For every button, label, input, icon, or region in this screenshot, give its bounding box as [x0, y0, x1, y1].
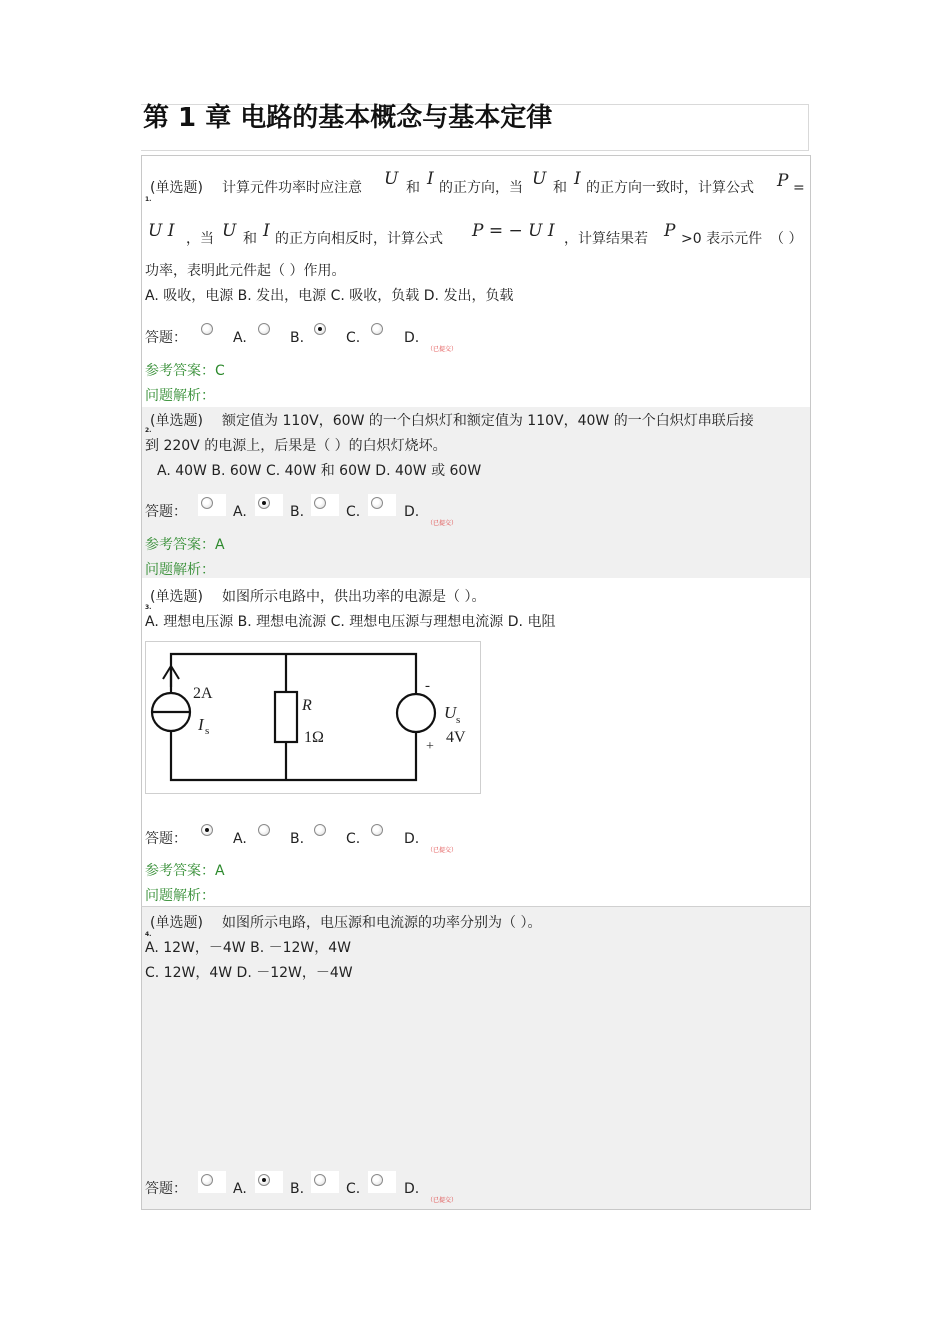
circuit-svg	[146, 642, 480, 793]
math-formula: P = − U I	[472, 221, 555, 241]
question-type: (单选题)	[150, 915, 203, 931]
math-symbol: U	[532, 169, 547, 189]
question-text: 和	[243, 231, 257, 247]
radio-option-d[interactable]	[368, 494, 396, 516]
analysis-label: 问题解析：	[145, 562, 215, 578]
answer-label: 答题：	[145, 1181, 187, 1197]
option-label: C.	[346, 831, 361, 847]
option-label: B.	[290, 330, 305, 346]
options-text: C. 12W，4W D. －12W，－4W	[145, 965, 353, 981]
radio-option-c[interactable]	[311, 494, 339, 516]
is-subscript: s	[205, 725, 210, 737]
radio-option-a[interactable]	[198, 320, 226, 342]
question-text: 如图所示电路中，供出功率的电源是（ ）。	[222, 589, 486, 605]
question-text: 的正方向相反时，计算公式	[275, 231, 443, 247]
question-type: (单选题)	[150, 589, 203, 605]
radio-option-c[interactable]	[311, 821, 339, 843]
question-text: =	[793, 180, 805, 196]
radio-option-d[interactable]	[368, 821, 396, 843]
math-symbol: I	[427, 169, 434, 189]
math-symbol: I	[574, 169, 581, 189]
is-label: I	[198, 715, 204, 734]
submitted-status: （已提交）	[427, 1197, 458, 1204]
question-text: 计算元件功率时应注意	[222, 180, 362, 196]
math-symbol: P	[777, 171, 789, 191]
us-label: U	[444, 703, 457, 722]
analysis-label: 问题解析：	[145, 888, 215, 904]
question-text: 如图所示电路，电压源和电流源的功率分别为（ ）。	[222, 915, 542, 931]
math-symbol: U	[384, 169, 399, 189]
option-label: D.	[404, 504, 420, 520]
radio-option-c[interactable]	[311, 320, 339, 342]
options-text: A. 12W，－4W B. －12W，4W	[145, 940, 352, 956]
question-number: 1.	[145, 196, 152, 203]
radio-option-b[interactable]	[255, 494, 283, 516]
question-text: 到 220V 的电源上，后果是（ ）的白炽灯烧坏。	[145, 438, 447, 454]
option-label: A.	[233, 330, 247, 346]
question-4	[141, 906, 811, 1210]
question-text: 和	[406, 180, 420, 196]
question-text: 的正方向一致时，计算公式	[586, 180, 754, 196]
math-formula: U I	[148, 221, 175, 241]
option-label: C.	[346, 1181, 361, 1197]
radio-option-a[interactable]	[198, 1171, 226, 1193]
option-label: A.	[233, 1181, 247, 1197]
radio-option-b[interactable]	[255, 320, 283, 342]
option-label: D.	[404, 330, 420, 346]
r-label: R	[302, 697, 312, 714]
is-value: 2A	[193, 685, 213, 702]
circuit-diagram	[145, 641, 481, 794]
r-value: 1Ω	[304, 729, 324, 746]
submitted-status: （已提交）	[427, 346, 458, 353]
radio-option-c[interactable]	[311, 1171, 339, 1193]
answer-label: 答题：	[145, 330, 187, 346]
option-label: B.	[290, 504, 305, 520]
question-type: (单选题)	[150, 413, 203, 429]
option-label: C.	[346, 330, 361, 346]
radio-option-a[interactable]	[198, 494, 226, 516]
page-title: 第 1 章 电路的基本概念与基本定律	[143, 103, 553, 133]
plus-sign: +	[426, 739, 434, 754]
analysis-label: 问题解析：	[145, 388, 215, 404]
radio-option-b[interactable]	[255, 821, 283, 843]
us-subscript: s	[456, 714, 461, 726]
radio-option-a[interactable]	[198, 821, 226, 843]
question-type: (单选题)	[150, 180, 203, 196]
question-text: 额定值为 110V，60W 的一个白炽灯和额定值为 110V，40W 的一个白炽灯串联后接	[222, 413, 754, 429]
math-symbol: I	[263, 221, 270, 241]
reference-answer: 参考答案：A	[145, 537, 225, 553]
question-text: >0 表示元件	[681, 231, 763, 247]
us-value: 4V	[446, 729, 466, 746]
radio-option-d[interactable]	[368, 1171, 396, 1193]
option-label: D.	[404, 831, 420, 847]
option-label: A.	[233, 504, 247, 520]
question-number: 4.	[145, 931, 152, 938]
math-symbol: U	[222, 221, 237, 241]
radio-option-b[interactable]	[255, 1171, 283, 1193]
answer-label: 答题：	[145, 504, 187, 520]
question-number: 2.	[145, 427, 152, 434]
question-text: （ ）	[770, 231, 803, 247]
question-text: 功率，表明此元件起（ ）作用。	[145, 263, 346, 279]
option-label: B.	[290, 1181, 305, 1197]
answer-label: 答题：	[145, 831, 187, 847]
radio-option-d[interactable]	[368, 320, 396, 342]
question-1	[141, 155, 811, 408]
options-text: A. 40W B. 60W C. 40W 和 60W D. 40W 或 60W	[157, 463, 482, 479]
options-text: A. 理想电压源 B. 理想电流源 C. 理想电压源与理想电流源 D. 电阻	[145, 614, 556, 630]
question-text: 的正方向，当	[439, 180, 523, 196]
reference-answer: 参考答案：A	[145, 863, 225, 879]
math-symbol: P	[664, 221, 676, 241]
option-label: A.	[233, 831, 247, 847]
option-label: B.	[290, 831, 305, 847]
minus-sign: -	[425, 678, 430, 694]
submitted-status: （已提交）	[427, 847, 458, 854]
question-text: ，当	[186, 231, 214, 247]
question-number: 3.	[145, 604, 152, 611]
question-text: ，计算结果若	[564, 231, 648, 247]
reference-answer: 参考答案：C	[145, 363, 225, 379]
question-2	[141, 407, 811, 578]
option-label: C.	[346, 504, 361, 520]
submitted-status: （已提交）	[427, 520, 458, 527]
options-text: A. 吸收，电源 B. 发出，电源 C. 吸收，负载 D. 发出，负载	[145, 288, 514, 304]
question-text: 和	[553, 180, 567, 196]
option-label: D.	[404, 1181, 420, 1197]
